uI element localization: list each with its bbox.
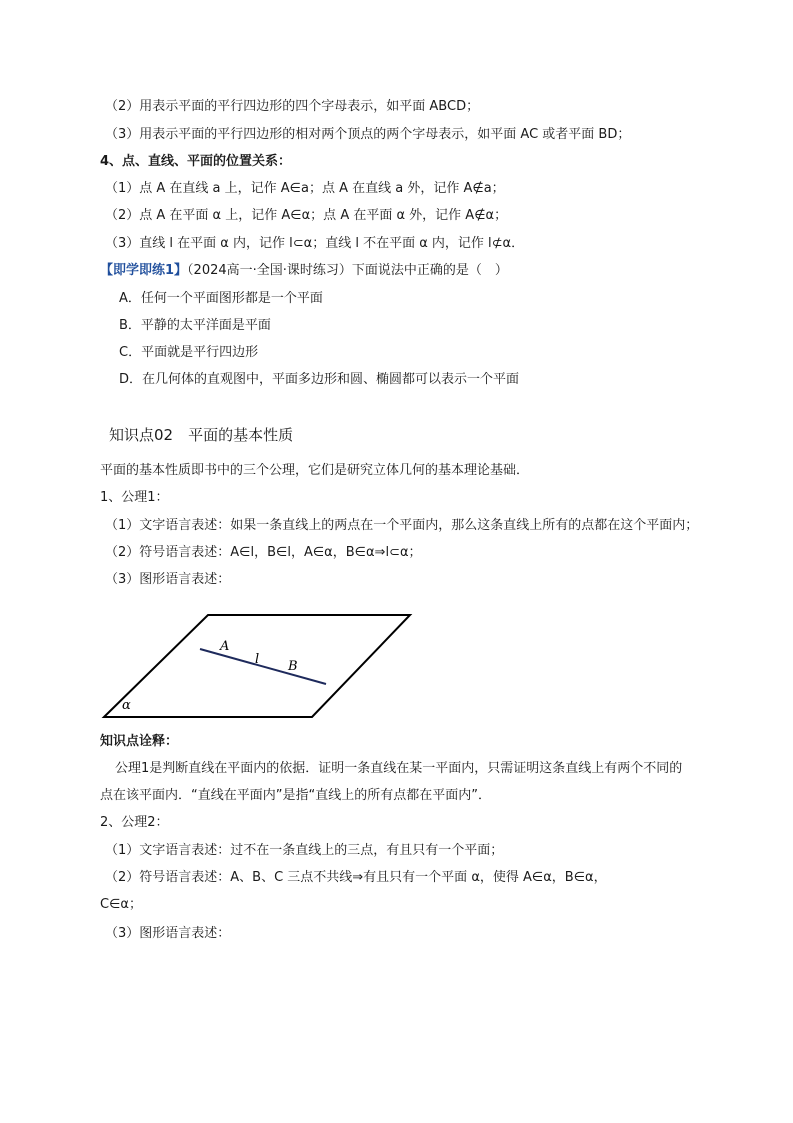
option-d: D．在几何体的直观图中，平面多边形和圆、椭圆都可以表示一个平面 <box>119 372 520 387</box>
exercise-tag: 【即学即练1】 <box>100 263 188 278</box>
text-line: （3）直线 l 在平面 α 内，记作 l⊂α；直线 l 不在平面 α 内，记作 l⊄α． <box>105 236 525 251</box>
section-title: 4、点、直线、平面的位置关系： <box>100 154 292 169</box>
option-a: A．任何一个平面图形都是一个平面 <box>119 291 323 306</box>
text-line: （2）点 A 在平面 α 上，记作 A∈α；点 A 在平面 α 外，记作 A∉α； <box>105 208 508 223</box>
label-b: B <box>288 659 298 674</box>
option-b: B．平静的太平洋面是平面 <box>119 318 271 333</box>
text-line: （3）图形语言表述： <box>105 926 231 941</box>
text-line: （3）图形语言表述： <box>105 572 231 587</box>
text-line: C∈α； <box>100 897 142 912</box>
text-line: （3）用表示平面的平行四边形的相对两个顶点的两个字母表示，如平面 AC 或者平面 BD； <box>105 127 631 142</box>
knowledge-heading: 知识点02 平面的基本性质 <box>109 426 294 444</box>
note-title: 知识点诠释： <box>100 734 179 749</box>
line-l <box>200 649 326 684</box>
text-line: 公理1是判断直线在平面内的依据．证明一条直线在某一平面内，只需证明这条直线上有两个不同的 <box>115 761 683 776</box>
plane-figure <box>100 605 420 725</box>
text-line: （2）用表示平面的平行四边形的四个字母表示，如平面 ABCD； <box>105 99 480 114</box>
exercise-question: （2024高一·全国·课时练习）下面说法中正确的是（ ） <box>187 263 508 278</box>
text-line: （1）文字语言表述：过不在一条直线上的三点，有且只有一个平面； <box>105 843 504 858</box>
label-alpha: α <box>122 698 131 713</box>
text-line: （1）点 A 在直线 a 上，记作 A∈a；点 A 在直线 a 外，记作 A∉a； <box>105 181 505 196</box>
label-l: l <box>255 652 260 667</box>
axiom-title: 2、公理2： <box>100 815 169 830</box>
text-line: 平面的基本性质即书中的三个公理，它们是研究立体几何的基本理论基础． <box>100 463 530 478</box>
text-line: （2）符号语言表述：A、B、C 三点不共线⇒有且只有一个平面 α，使得 A∈α，B∈α， <box>105 870 607 885</box>
text-line: （1）文字语言表述：如果一条直线上的两点在一个平面内，那么这条直线上所有的点都在这个平面内； <box>105 518 699 533</box>
exercise-line <box>100 263 508 279</box>
label-a: A <box>220 639 230 654</box>
axiom-title: 1、公理1： <box>100 490 169 505</box>
option-c: C．平面就是平行四边形 <box>119 345 259 360</box>
text-line: 点在该平面内．“直线在平面内”是指“直线上的所有点都在平面内”． <box>100 788 491 803</box>
text-line: （2）符号语言表述：A∈l，B∈l，A∈α，B∈α⇒l⊂α； <box>105 545 422 560</box>
